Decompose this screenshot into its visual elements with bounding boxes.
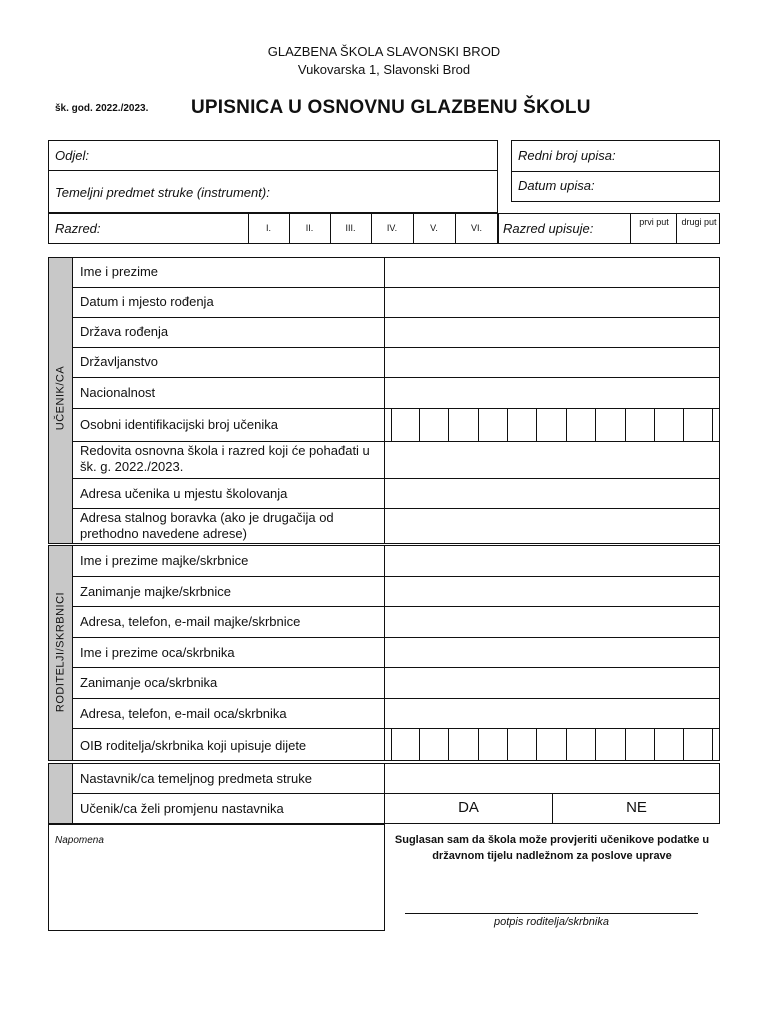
- mother-occupation-label: Zanimanje majke/skrbnice: [80, 584, 232, 599]
- oib-cell-divider: [683, 728, 684, 761]
- mother-contact-input[interactable]: [385, 607, 719, 637]
- grade-option-4[interactable]: IV.: [386, 223, 398, 233]
- student-permanent-address-input[interactable]: [385, 509, 719, 543]
- oib-cell-divider: [654, 728, 655, 761]
- form-title: UPISNICA U OSNOVNU GLAZBENU ŠKOLU: [191, 97, 591, 118]
- oib-cell-divider: [566, 408, 567, 441]
- oib-cell-divider: [507, 408, 508, 441]
- signature-label: potpis roditelja/skrbnika: [494, 916, 609, 928]
- student-birth-input[interactable]: [385, 288, 719, 317]
- change-teacher-yes-option[interactable]: DA: [458, 799, 479, 816]
- parent-oib-label: OIB roditelja/skrbnika koji upisuje dijete: [80, 738, 307, 753]
- oib-cell-divider: [595, 728, 596, 761]
- oib-cell-divider: [391, 408, 392, 441]
- oib-cell-divider: [625, 408, 626, 441]
- grade-option-3[interactable]: III.: [345, 223, 356, 233]
- school-address: Vukovarska 1, Slavonski Brod: [297, 62, 471, 77]
- oib-cell-divider: [683, 408, 684, 441]
- oib-cell-divider: [536, 728, 537, 761]
- oib-cell-divider: [654, 408, 655, 441]
- father-occupation-label: Zanimanje oca/skrbnika: [80, 675, 218, 690]
- divider: [72, 408, 720, 409]
- student-school-label: Redovita osnovna škola i razred koji će pohađati u šk. g. 2022./2023.: [80, 443, 370, 474]
- teacher-side-band: [49, 764, 73, 823]
- teacher-label: Nastavnik/ca temeljnog predmeta struke: [80, 771, 312, 786]
- divider: [72, 793, 720, 794]
- department-field[interactable]: Odjel:: [55, 148, 89, 163]
- divider: [72, 728, 720, 729]
- oib-cell-divider: [595, 408, 596, 441]
- oib-cell-divider: [391, 728, 392, 761]
- oib-cell-divider: [478, 408, 479, 441]
- note-label: Napomena: [55, 835, 104, 846]
- oib-cell-divider: [419, 728, 420, 761]
- student-name-input[interactable]: [385, 258, 719, 287]
- student-birth-label: Datum i mjesto rođenja: [80, 294, 214, 309]
- oib-cell-divider: [712, 728, 713, 761]
- parent-side-label: RODITELJI/SKRBNICI: [54, 591, 67, 713]
- student-permanent-address-label: Adresa stalnog boravka (ako je drugačija od prethodno navedene adrese): [80, 510, 334, 541]
- consent-statement: Suglasan sam da škola može provjeriti učenikove podatke u državnom tijelu nadležnom za poslove uprave: [394, 834, 710, 862]
- divider: [48, 170, 498, 171]
- student-birth-country-input[interactable]: [385, 318, 719, 347]
- mother-contact-label: Adresa, telefon, e-mail majke/skrbnice: [80, 614, 301, 629]
- department-instrument-box: [48, 140, 498, 213]
- father-contact-input[interactable]: [385, 699, 719, 728]
- change-teacher-no-option[interactable]: NE: [626, 799, 647, 816]
- student-citizenship-label: Državljanstvo: [80, 354, 159, 369]
- oib-cell-divider: [448, 408, 449, 441]
- school-name: GLAZBENA ŠKOLA SLAVONSKI BROD: [267, 44, 501, 59]
- father-name-input[interactable]: [385, 638, 719, 667]
- student-nationality-input[interactable]: [385, 378, 719, 408]
- student-citizenship-input[interactable]: [385, 348, 719, 377]
- divider: [630, 213, 631, 244]
- enrollment-number-field[interactable]: Redni broj upisa:: [518, 148, 616, 163]
- oib-cell-divider: [419, 408, 420, 441]
- mother-name-label: Ime i prezime majke/skrbnice: [80, 553, 249, 568]
- oib-cell-divider: [566, 728, 567, 761]
- change-teacher-label: Učenik/ca želi promjenu nastavnika: [80, 801, 284, 816]
- grade-option-2[interactable]: II.: [305, 223, 314, 233]
- oib-cell-divider: [712, 408, 713, 441]
- divider: [676, 213, 677, 244]
- oib-cell-divider: [625, 728, 626, 761]
- grade-option-6[interactable]: VI.: [470, 223, 482, 233]
- oib-cell-divider: [507, 728, 508, 761]
- instrument-field[interactable]: Temeljni predmet struke (instrument):: [55, 185, 270, 200]
- student-side-label: UČENIK/CA: [54, 365, 67, 431]
- grade-label: Razred:: [55, 221, 101, 236]
- oib-cell-divider: [536, 408, 537, 441]
- oib-cell-divider: [478, 728, 479, 761]
- student-name-label: Ime i prezime: [80, 264, 159, 279]
- mother-name-input[interactable]: [385, 546, 719, 576]
- oib-cell-divider: [448, 728, 449, 761]
- student-address-label: Adresa učenika u mjestu školovanja: [80, 486, 288, 501]
- grade-option-1[interactable]: I.: [265, 223, 271, 233]
- student-address-input[interactable]: [385, 479, 719, 508]
- signature-line[interactable]: [405, 913, 698, 914]
- enrollment-date-field[interactable]: Datum upisa:: [518, 178, 595, 193]
- father-contact-label: Adresa, telefon, e-mail oca/skrbnika: [80, 706, 287, 721]
- student-birth-country-label: Država rođenja: [80, 324, 169, 339]
- divider: [511, 171, 720, 172]
- teacher-input[interactable]: [385, 764, 719, 793]
- first-time-option[interactable]: prvi put: [639, 217, 669, 227]
- student-school-input[interactable]: [385, 442, 719, 478]
- father-occupation-input[interactable]: [385, 668, 719, 698]
- grade-option-5[interactable]: V.: [430, 223, 438, 233]
- student-nationality-label: Nacionalnost: [80, 385, 156, 400]
- mother-occupation-input[interactable]: [385, 577, 719, 606]
- second-time-option[interactable]: drugi put: [681, 217, 717, 227]
- student-oib-label: Osobni identifikacijski broj učenika: [80, 417, 278, 432]
- school-year: šk. god. 2022./2023.: [55, 103, 149, 114]
- enrolls-grade-label: Razred upisuje:: [503, 221, 594, 236]
- father-name-label: Ime i prezime oca/skrbnika: [80, 645, 235, 660]
